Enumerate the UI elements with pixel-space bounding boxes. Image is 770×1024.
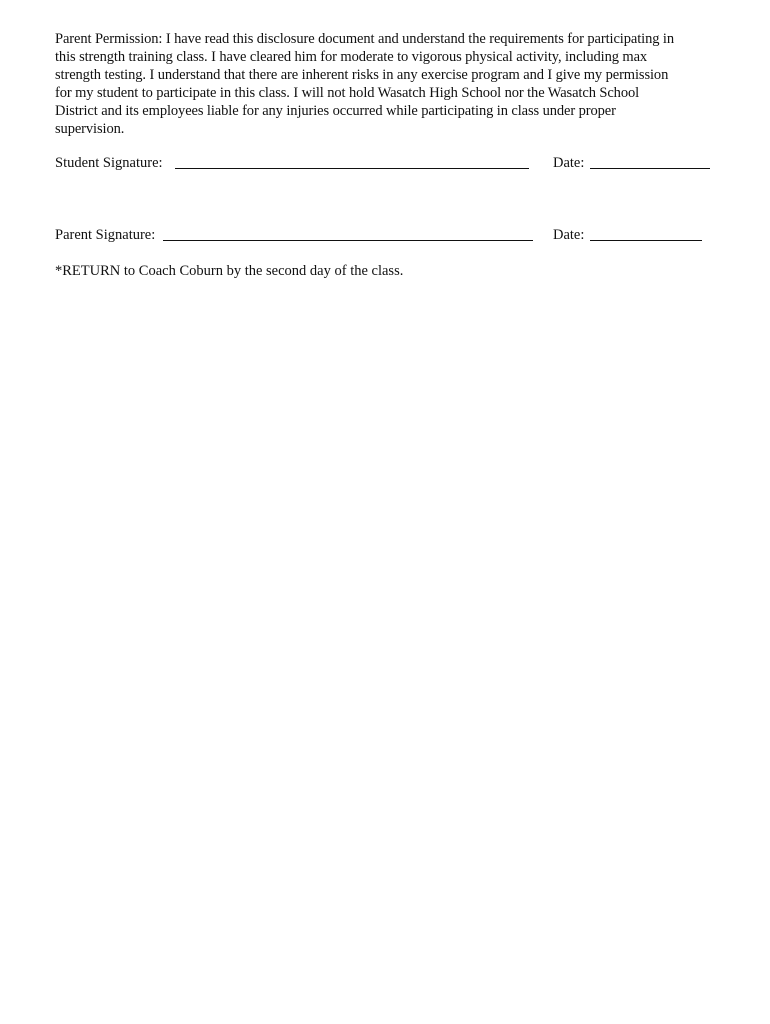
parent-signature-row xyxy=(55,225,720,245)
student-date-label: Date: xyxy=(553,155,585,171)
permission-line: Parent Permission: I have read this disclosure document and understand the requirements for participating in xyxy=(55,31,674,47)
student-signature-line[interactable] xyxy=(175,168,529,169)
parent-date-line[interactable] xyxy=(590,240,702,241)
parent-permission-paragraph xyxy=(55,30,720,138)
return-instruction: *RETURN to Coach Coburn by the second day of the class. xyxy=(55,263,404,279)
student-signature-label: Student Signature: xyxy=(55,155,163,171)
permission-line: this strength training class. I have cleared him for moderate to vigorous physical activity, including max xyxy=(55,49,648,65)
parent-signature-label: Parent Signature: xyxy=(55,227,156,243)
parent-signature-line[interactable] xyxy=(163,240,533,241)
parent-date-label: Date: xyxy=(553,227,585,243)
student-date-line[interactable] xyxy=(590,168,710,169)
student-signature-row xyxy=(55,153,720,173)
permission-line: District and its employees liable for any injuries occurred while participating in class under proper xyxy=(55,103,616,119)
permission-line: supervision. xyxy=(55,121,125,137)
permission-line: for my student to participate in this class. I will not hold Wasatch High School nor the Wasatch School xyxy=(55,85,640,101)
permission-line: strength testing. I understand that there are inherent risks in any exercise program and I give my permission xyxy=(55,67,669,83)
